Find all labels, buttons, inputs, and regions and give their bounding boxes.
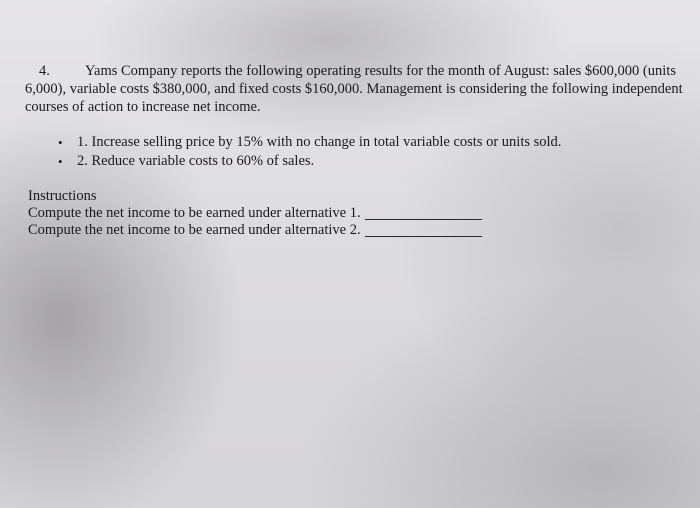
instruction-line-2 [28, 222, 482, 239]
answer-blank-2[interactable] [365, 236, 482, 237]
instruction-1-text: Compute the net income to be earned under alternative 1. [28, 205, 361, 221]
alternative-2-text: 2. Reduce variable costs to 60% of sales. [77, 153, 315, 169]
alternatives-list [58, 133, 561, 171]
instructions-heading: Instructions [28, 188, 97, 204]
question-paragraph [25, 62, 695, 116]
question-text: Yams Company reports the following operating results for the month of August: sales $600,000 (units 6,000), variable costs $380,000, and fixed costs $160,000. Management is considering the following independent courses of action to increase net income. [25, 63, 683, 115]
instructions-section [28, 188, 482, 239]
bullet-icon: • [58, 135, 63, 150]
list-item [58, 133, 561, 152]
answer-blank-1[interactable] [365, 219, 482, 220]
question-number: 4. [39, 63, 50, 79]
list-item [58, 152, 561, 171]
bullet-icon: • [58, 154, 63, 169]
alternative-1-text: 1. Increase selling price by 15% with no change in total variable costs or units sold. [77, 134, 562, 150]
instruction-2-text: Compute the net income to be earned under alternative 2. [28, 222, 361, 238]
instruction-line-1 [28, 205, 482, 222]
